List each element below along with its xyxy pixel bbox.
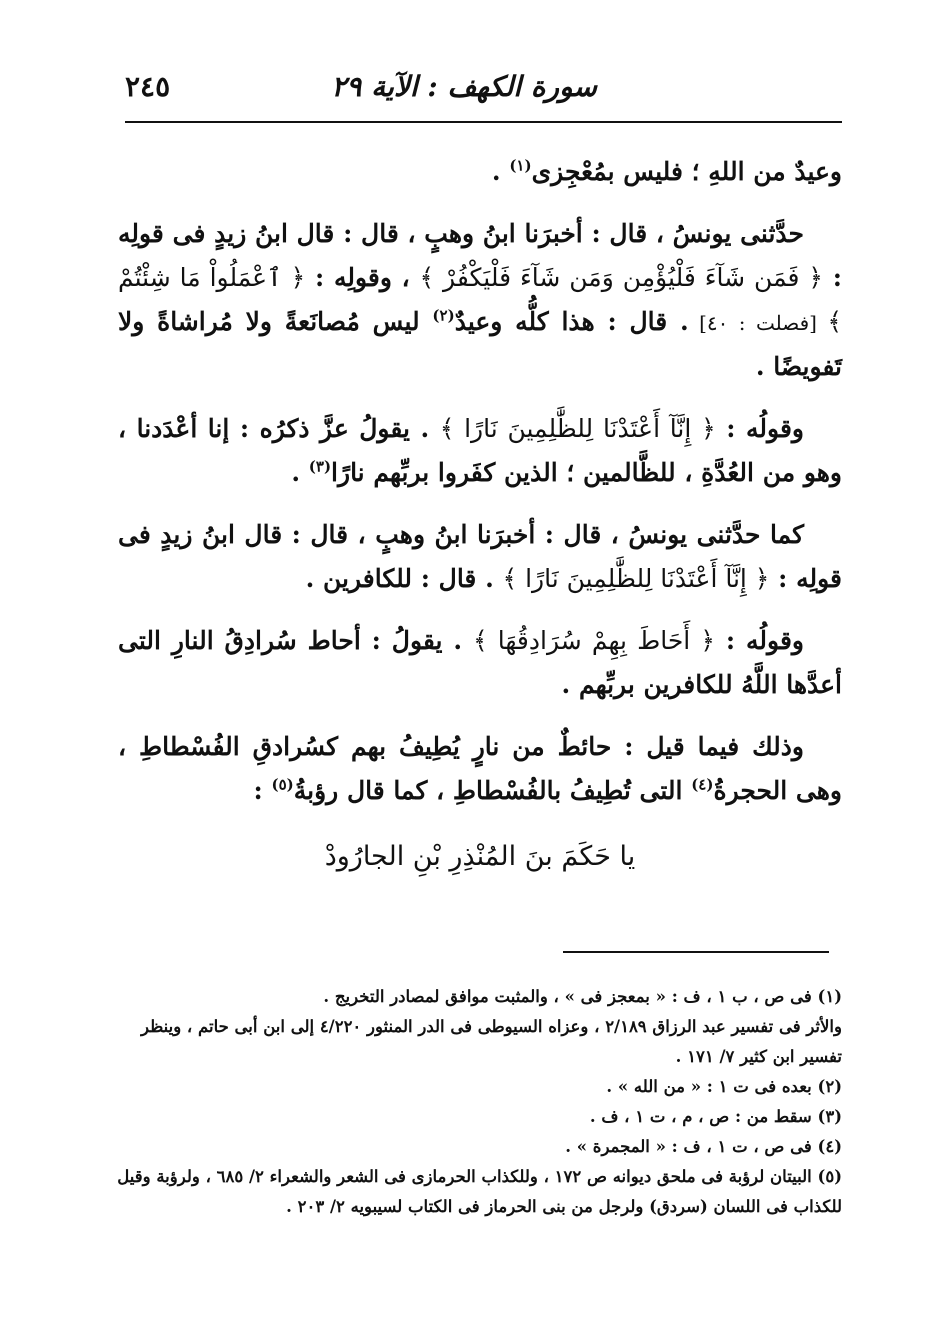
p5-b: . يقولُ : أحاط سُرادِقُ النارِ التى أعدَّها اللَّهُ للكافرين بربِّهم .	[118, 626, 842, 699]
paragraph-6	[118, 725, 842, 813]
footnote-ref-4: (٤)	[691, 775, 714, 794]
p6-end: :	[253, 776, 272, 805]
footnote-ref-5: (٥)	[271, 775, 294, 794]
paragraph-4	[118, 513, 842, 601]
p3-b: . يقولُ عزَّ ذكرُه : إنا أعْدَدنا ، وهو من العُدَّةِ ، للظَّالمين ؛ الذين كفَروا بربِّهم نارًا	[118, 414, 842, 487]
paragraph-1	[118, 150, 842, 194]
footnote-rule	[563, 951, 829, 953]
footnote-4: (٤) فى ص ، ت ١ ، ف : « المجمرة » .	[565, 1137, 842, 1156]
p5-a: وقولُه :	[715, 626, 804, 655]
paragraph-5	[118, 619, 842, 707]
footnote-1-continued: والأثر فى تفسير عبد الرزاق ٢/١٨٩ ، وعزاه السيوطى فى الدر المنثور ٤/٢٢٠ إلى ابن أبى حاتم ، وينظر تفسير ابن كثير ٧/ ١٧١ .	[141, 1017, 842, 1066]
paragraph-3	[118, 407, 842, 495]
quran-quote: ﴿ فَمَن شَآءَ فَلْيُؤْمِن وَمَن شَآءَ فَلْيَكْفُرْ ﴾	[419, 263, 824, 292]
p6-b: التى تُطِيفُ بالفُسْطاطِ ، كما قال رؤبةُ	[293, 776, 692, 805]
p2-d: ليس مُصانَعةً ولا مُراشاةً ولا تَفويضًا .	[118, 307, 842, 381]
paragraph-2	[118, 212, 842, 389]
p1-text: وعيدٌ من اللهِ ؛ فليس بمُعْجِزى	[531, 157, 842, 186]
p2-a: حدَّثنى يونسُ ، قال : أخبرَنا ابنُ وهبٍ ، قال : قال ابنُ زيدٍ فى قولِه :	[118, 219, 843, 292]
footnote-ref-3: (٣)	[308, 457, 332, 476]
footnote-5: (٥) البيتان لرؤبة فى ملحق ديوانه ص ١٧٢ ، وللكذاب الحرمازى فى الشعر والشعراء ٢/ ٦٨٥ ، ولرؤبة وقيل للكذاب فى اللسان (سردق) ولرجل من بنى الحرماز فى الكتاب لسيبويه ٢/ ٢٠٣ .	[117, 1167, 842, 1216]
p3-a: وقولُه :	[715, 414, 804, 443]
quran-quote: ﴿ إِنَّآ أَعْتَدْنَا لِلظَّٰلِمِينَ نَارًا ﴾	[439, 414, 716, 443]
quran-quote: ﴿ ٱعْمَلُواْ مَا شِئْتُمْ ﴾	[118, 263, 843, 336]
main-text	[118, 150, 842, 879]
footnote-3: (٣) سقط من : ص ، م ، ت ١ ، ف .	[589, 1107, 842, 1126]
quran-quote: ﴿ إِنَّآ أَعْتَدْنَا لِلظَّٰلِمِينَ نَارًا ﴾	[502, 564, 770, 593]
footnote-ref-2: (٢)	[432, 306, 455, 325]
footnote-1: (١) فى ص ، ب ١ ، ف : « بمعجز فى » ، والمثبت موافق لمصادر التخريج .	[323, 987, 842, 1006]
footnote-2: (٢) بعده فى ت ١ : « من الله » .	[606, 1077, 842, 1096]
footnote-ref-1: (١)	[509, 156, 532, 175]
p4-a: كما حدَّثنى يونسُ ، قال : أخبرَنا ابنُ وهبٍ ، قال : قال ابنُ زيدٍ فى قولِه :	[118, 520, 842, 593]
p6-a: وذلك فيما قيل : حائطٌ من نارٍ يُطِيفُ بهم كسُرادقِ الفُسْطاطِ ، وهى الحجرةُ	[118, 732, 842, 805]
p4-b: . قال : للكافرين .	[305, 564, 503, 593]
p2-b: ، وقولِه :	[305, 263, 420, 292]
header-rule	[125, 121, 842, 123]
poetry-verse: يا حَكَمَ بنَ المُنْذِرِ بْنِ الجارُودْ	[324, 841, 636, 872]
p2-c: . قال : هذا كلُّه وعيدٌ	[454, 307, 689, 336]
page-number: ٢٤٥	[125, 70, 171, 103]
header-title: سورة الكهف : الآية ٢٩	[331, 70, 597, 103]
p1-end: .	[491, 157, 510, 186]
quran-quote: ﴿ أَحَاطَ بِهِمْ سُرَادِقُهَا ﴾	[472, 626, 716, 655]
p3-end: .	[291, 458, 309, 487]
running-header	[125, 60, 842, 120]
sura-reference: [فصلت : ٤٠]	[688, 311, 828, 335]
footnotes	[110, 982, 842, 1222]
